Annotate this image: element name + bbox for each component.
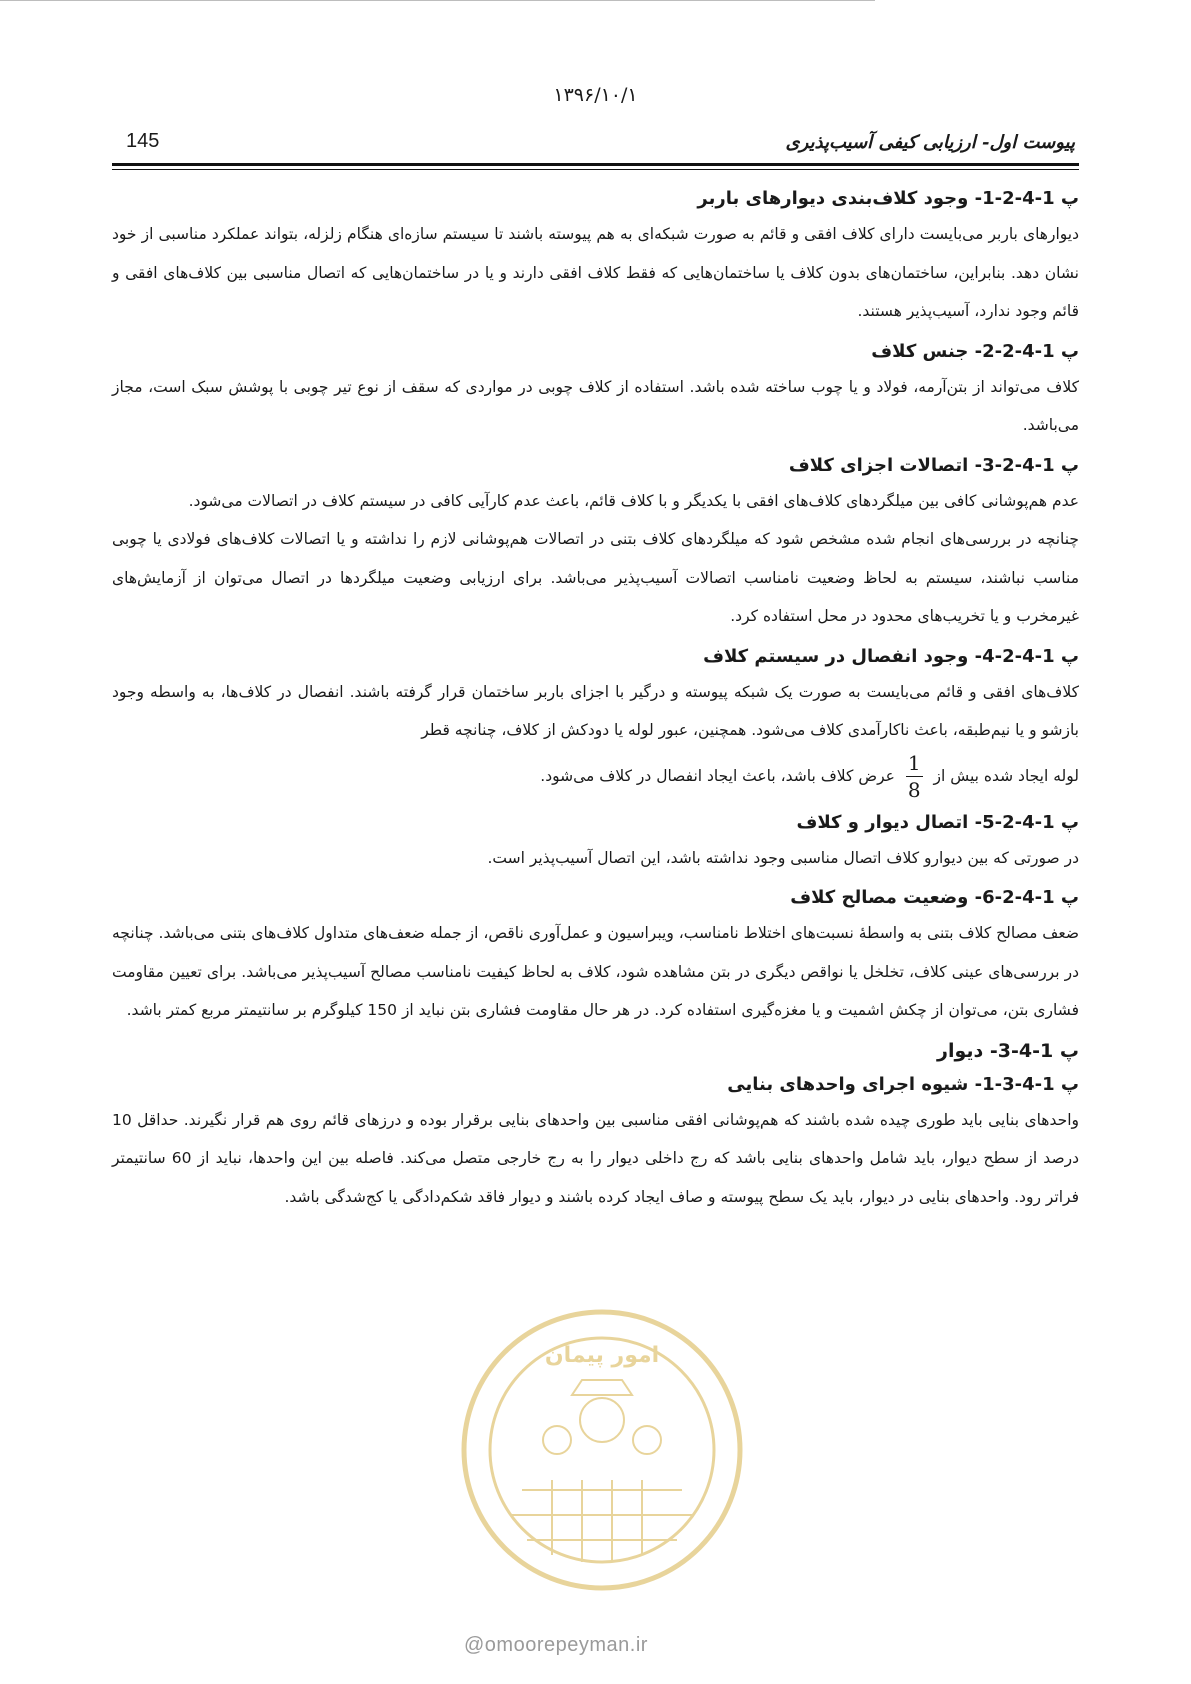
paragraph: عدم هم‌پوشانی کافی بین میلگردهای کلاف‌های افقی با یکدیگر و با کلاف قائم، باعث عدم کارآیی کافی در سیستم کلاف در اتصالات می‌شود. bbox=[188, 491, 1079, 510]
heading-tie-discontinuity: پ 1-4-2-4- وجود انفصال در سیستم کلاف bbox=[703, 645, 1079, 667]
page-number: 145 bbox=[126, 130, 160, 152]
paragraph: در صورتی که بین دیوارو کلاف اتصال مناسبی وجود نداشته باشد، این اتصال آسیب‌پذیر است. bbox=[487, 848, 1079, 867]
fraction-denominator: 8 bbox=[907, 777, 921, 802]
running-title: پیوست اول- ارزیابی کیفی آسیب‌پذیری bbox=[785, 132, 1075, 153]
issue-date: ۱۳۹۶/۱۰/۱ bbox=[553, 84, 638, 106]
fraction bbox=[906, 750, 923, 802]
seal-text: امور پیمان bbox=[544, 1343, 660, 1368]
heading-tie-connections: پ 1-4-2-3- اتصالات اجزای کلاف bbox=[788, 454, 1079, 476]
paragraph: کلاف می‌تواند از بتن‌آرمه، فولاد و یا چوب ساخته شده باشد. استفاده از کلاف چوبی در مواردی که سقف از نوع تیر چوبی با پوشش سبک است، مجاز می‌باشد. bbox=[112, 377, 1079, 434]
paragraph: دیوارهای باربر می‌بایست دارای کلاف افقی و قائم به صورت شبکه‌ای به هم پیوسته باشند تا سیستم سازه‌ای هنگام زلزله، بتواند عملکرد مناسبی از خود نشان دهد. بنابراین، ساختمان‌های بدون کلاف یا ساختمان‌هایی که فقط کلاف افقی دارند و یا در ساختمان‌هایی که اتصال مناسبی بین کلاف‌های افقی و قائم وجود ندارد، آسیب‌پذیر هستند. bbox=[112, 225, 1079, 320]
fraction-text-after: عرض کلاف باشد، باعث ایجاد انفصال در کلاف می‌شود. bbox=[540, 766, 895, 785]
heading-wall: پ 1-4-3- دیوار bbox=[937, 1039, 1079, 1062]
document-body bbox=[112, 186, 1079, 1224]
paragraph-with-fraction bbox=[112, 750, 1079, 802]
watermark-site: @omoorepeyman.ir bbox=[464, 1634, 648, 1656]
heading-wall-tie-connection: پ 1-4-2-5- اتصال دیوار و کلاف bbox=[796, 811, 1079, 833]
heading-tie-beams: پ 1-4-2-1- وجود کلاف‌بندی دیوارهای باربر bbox=[697, 188, 1079, 209]
page-header bbox=[112, 128, 1079, 158]
paragraph: واحدهای بنایی باید طوری چیده شده باشند که هم‌پوشانی افقی مناسبی بین واحدهای بنایی برقرار بوده و درزهای قائم روی هم قرار نگیرند. حداقل 10 درصد از سطح دیوار، باید شامل واحدهای بنایی باشد که رج داخلی دیوار را به رج خارجی متصل می‌کند. فاصله بین این واحدها، نباید از 60 سانتیمتر فراتر رود. واحدهای بنایی در دیوار، باید یک سطح پیوسته و صاف ایجاد کرده باشند و دیوار فاقد شکم‌دادگی یا کج‌شدگی باشد. bbox=[112, 1110, 1079, 1206]
header-rule-thick bbox=[112, 163, 1079, 166]
heading-tie-material: پ 1-4-2-2- جنس کلاف bbox=[871, 340, 1079, 362]
paragraph: کلاف‌های افقی و قائم می‌بایست به صورت یک شبکه پیوسته و درگیر با اجزای باربر ساختمان قرار گرفته باشند. انفصال در کلاف‌ها، به واسطه وجود بازشو و یا نیم‌طبقه، باعث ناکارآمدی کلاف می‌شود. همچنین، عبور لوله یا دودکش از کلاف، چنانچه قطر bbox=[112, 682, 1079, 739]
header-rule-thin bbox=[112, 169, 1079, 170]
paragraph: ضعف مصالح کلاف بتنی به واسطهٔ نسبت‌های اختلاط نامناسب، ویبراسیون و عمل‌آوری ناقص، از جمله ضعف‌های متداول کلاف‌های بتنی می‌باشد. چنانچه در بررسی‌های عینی کلاف، تخلخل یا نواقص دیگری در بتن مشاهده شود، کلاف به لحاظ کیفیت نامناسب مصالح آسیب‌پذیر می‌باشد. برای تعیین مقاومت فشاری بتن، می‌توان از چکش اشمیت و یا مغزه‌گیری استفاده کرد. در هر حال مقاومت فشاری بتن نباید از 150 کیلوگرم بر سانتیمتر مربع کمتر باشد. bbox=[112, 924, 1079, 1019]
heading-masonry-method: پ 1-4-3-1- شیوه اجرای واحدهای بنایی bbox=[727, 1073, 1079, 1095]
top-divider bbox=[0, 0, 875, 1]
paragraph: چنانچه در بررسی‌های انجام شده مشخص شود که میلگردهای کلاف بتنی در اتصالات هم‌پوشانی لازم را نداشته و یا اتصالات کلاف‌های فولادی یا چوبی مناسب نباشند، سیستم به لحاظ وضعیت نامناسب اتصالات آسیب‌پذیر می‌باشد. برای ارزیابی وضعیت میلگردها در اتصال می‌توان از آزمایش‌های غیرمخرب و یا تخریب‌های محدود در محل استفاده کرد. bbox=[112, 530, 1079, 625]
fraction-text-before: لوله ایجاد شده بیش از bbox=[933, 766, 1079, 785]
seal-watermark-icon bbox=[452, 1300, 752, 1600]
heading-tie-materials-condition: پ 1-4-2-6- وضعیت مصالح کلاف bbox=[790, 887, 1079, 908]
fraction-numerator: 1 bbox=[907, 750, 921, 775]
